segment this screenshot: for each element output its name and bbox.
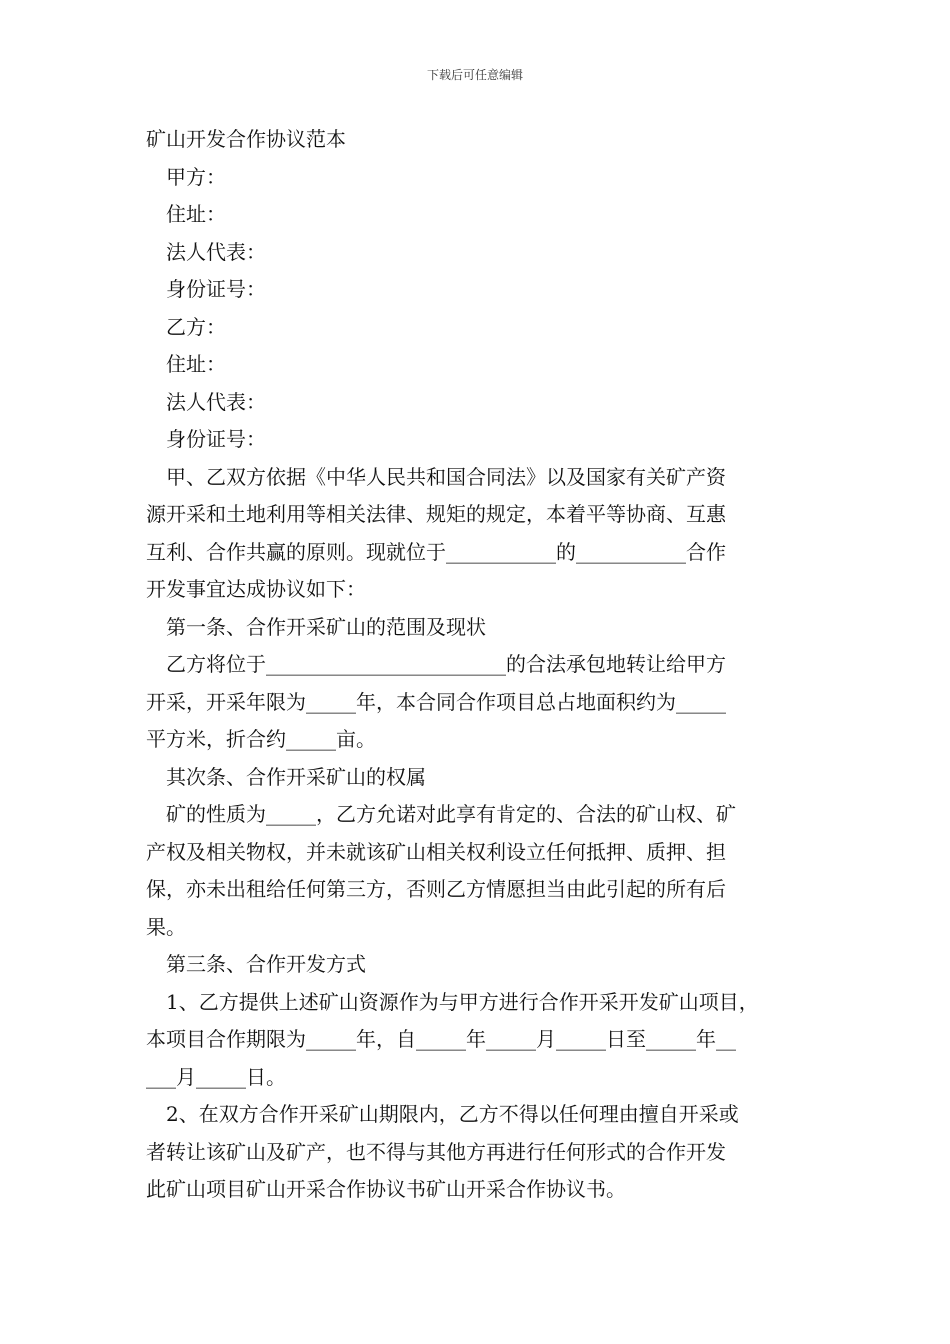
document-title: 矿山开发合作协议范本 [146,127,346,151]
document-body [146,121,810,1209]
article-2-line: 果。 [146,914,186,939]
article-1-line: 开采，开采年限为_____年，本合同合作项目总占地面积约为_____ [146,689,726,714]
article-3-line: ___月_____日。 [146,1064,286,1089]
article-3-line: 1、乙方提供上述矿山资源作为与甲方进行合作开采开发矿山项目， [166,989,759,1014]
article-1-line: 平方米，折合约_____亩。 [146,727,376,751]
party-b-label: 乙方： [166,314,226,339]
header-note: 下载后可任意编辑 [426,68,523,82]
party-b-legal-rep: 法人代表： [166,389,266,414]
party-a-label: 甲方： [166,164,226,189]
article-2-line: 保，亦未出租给任何第三方，否则乙方情愿担当由此引起的所有后 [146,877,726,901]
party-a-address: 住址： [166,202,226,226]
article-3-line: 本项目合作期限为_____年，自_____年_____月_____日至_____年__ [146,1027,736,1051]
article-3-line: 2、在双方合作开采矿山期限内，乙方不得以任何理由擅自开采或 [166,1102,739,1126]
article-3-heading: 第三条、合作开发方式 [166,952,366,976]
party-a-legal-rep: 法人代表： [166,239,266,264]
party-a-id-number: 身份证号： [166,277,266,301]
article-2-line: 产权及相关物权，并未就该矿山相关权利设立任何抵押、质押、担 [146,839,726,864]
preamble-line: 源开采和土地利用等相关法律、规矩的规定，本着平等协商、互惠 [146,502,726,526]
party-b-id-number: 身份证号： [166,427,266,451]
article-1-heading: 第一条、合作开采矿山的范围及现状 [166,614,486,639]
preamble-line: 互利、合作共赢的原则。现就位于___________的___________合作 [146,539,726,564]
preamble-line: 甲、乙双方依据《中华人民共和国合同法》以及国家有关矿产资 [166,464,726,489]
article-3-line: 此矿山项目矿山开采合作协议书矿山开采合作协议书。 [146,1177,626,1201]
article-3-line: 者转让该矿山及矿产，也不得与其他方再进行任何形式的合作开发 [146,1139,726,1164]
article-2-heading: 其次条、合作开采矿山的权属 [166,764,426,789]
preamble-line: 开发事宜达成协议如下： [146,577,366,601]
article-1-line: 乙方将位于________________________的合法承包地转让给甲方 [166,652,726,676]
article-2-line: 矿的性质为_____，乙方允诺对此享有肯定的、合法的矿山权、矿 [166,802,736,826]
party-b-address: 住址： [166,352,226,376]
